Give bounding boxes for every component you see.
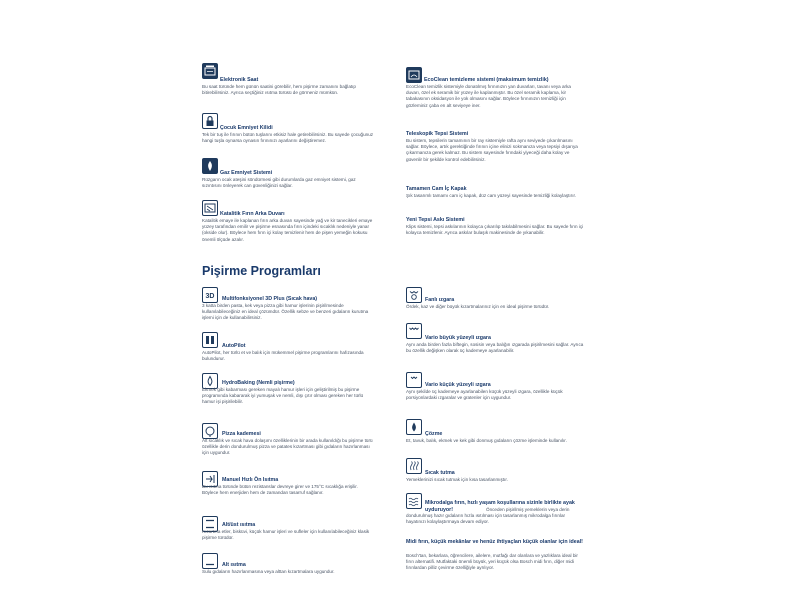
program-title: Mikrodalga fırın, hızlı yaşam koşullarına sizinle birlikte ayak uyduruyor! [425, 500, 575, 513]
lock-icon [202, 113, 218, 129]
keep-warm-icon [406, 458, 422, 474]
feature-desc: Şık tasarımlı tamamı cam iç kapak, düz cam yüzeyi sayesinde temizliği kolaylaştırır. [406, 193, 577, 198]
program-desc: Yemeklerinizi sıcak tutmak için kısa tasarlanmıştır. [406, 477, 508, 482]
feature-title: Yeni Tepsi Askı Sistemi [406, 217, 465, 223]
feature-desc: Katalitik emaye ile kaplanan fırın arka duvarı sayesinde yağ ve kir tanecikleri emaye yüzey tarafından emilir ve pişirme esnasında fırın içindeki sıcaklık nedeniyle yanar (okside olur). Böylece hem fırın içi kolay temizlenir hem de pişen yemeğin kokusu önemli ölçüde azalır. [202, 218, 373, 242]
feature-desc: EcoClean temizlik sistemiyle donatılmış fırınınızın yan duvarları, tavanı veya arka duvarı, özel ek seramik bir yüzey ile kaplanmıştır. Bu özel seramik kaplama, kir tabakasının oksidasyon ile yok olmasını sağlar. Böylece fırınınızın temizliği için gözleminiz çaba en alt seviyeye iner. [406, 84, 571, 108]
program-desc: Önceden pişirilmiş yemeklerin veya derin dondurulmuş hazır gıdaların hızla ısıtılması için tasarlanmış mikrodalga fırınlar hayatınızı kolaylaştırmaya devam ediyor. [406, 507, 570, 525]
program-desc: Ördek, kaz ve diğer büyük kızartmalarınız için en ideal pişirme türüdür. [406, 304, 550, 309]
feature-desc: Bu saat türünde hem günün saatini görebilir, hem pişirme zamanını bağlatıp bitirebilirsiniz. Ayrıca seçtiğiniz ısıtma türüsü de görmeniz mümkün. [202, 84, 356, 96]
program-desc: Ekmek gibi kabarması gereken mayalı hamur işleri için geliştirilmiş bu pişirme programında kabararak iyi yumuşak ve nemli, dışı çıtır olması gereken her türlü hamur işi pişirilebilir. [202, 387, 364, 405]
program-desc: Aynı anda birden fazla biftegin, sosisin veya balığın ızgarada pişirilmesini sağlar. Ayrıca bu özellik değişken olarak üç kademeye ayarlanabilir. [406, 342, 584, 354]
feature-title: Katalitik Fırın Arka Duvarı [220, 211, 285, 217]
program-title: Çözme [425, 431, 443, 437]
section-title: Pişirme Programları [202, 264, 321, 278]
program-title: Pizza kademesi [222, 431, 261, 437]
feature-title: Tamamen Cam İç Kapak [406, 186, 467, 192]
program-title: Alt/üst ısıtma [222, 522, 256, 528]
3d-icon [202, 287, 218, 303]
feature-desc: Klips sistemi, tepsi askılarının kolayca çıkarılıp takılabilmesini sağlar. Bu sayede fırın içi kolayca temizlenir. Ayrıca askılar bulaşık makinesinde de yıkanabilir. [406, 224, 584, 236]
feature-desc: Rüzgarın ocak ateşini söndürmesi gibi durumlarda gaz emniyet sistemi, gaz sızıntısını önleyerek can güvenliğinizi sağlar. [202, 177, 356, 189]
program-desc: Et, tavuk, balık, ekmek ve kek gibi donmuş gıdaların çözme işleminde kullanılır. [406, 438, 567, 443]
program-desc: Sulu gıdaların hazırlanmasına veya alttan kızartmalara uygundur. [202, 569, 335, 574]
defrost-icon [406, 419, 422, 435]
program-title: Sıcak tutma [425, 470, 455, 476]
feature-title: EcoClean temizleme sistemi (maksimum temizlik) [424, 77, 549, 83]
program-title: Alt ısıtma [222, 562, 246, 568]
feature-title: Elektronik Saat [220, 77, 259, 83]
catalytic-icon [202, 200, 218, 216]
program-desc: Bu ısıtma türünde bütün rezistanslar devreye girer ve 175°C sıcaklığa erişilir. Böylece hem enerjiden hem de zamandan tasarruf sağlanır. [202, 484, 358, 496]
program-title: Midi fırın, küçük mekânlar ve henüz ihtiyaçları küçük olanlar için ideal! [406, 539, 583, 545]
program-title: Vario küçük yüzeyli ızgara [425, 382, 491, 388]
program-title: Vario büyük yüzeyli ızgara [425, 335, 491, 341]
large-grill-icon [406, 323, 422, 339]
ecoclean-icon [406, 67, 422, 83]
program-desc: Kızartma etler, bisküvi, küçük hamur işleri ve sufleler için kullanılabileceğiniz klasik pişirme türüdür. [202, 529, 370, 541]
feature-desc: Bu sistem, tepsilerin tamamının bir ray sistemiyle rafta aynı seviyede çıkarılmasını sağlar. Böylece, artık gerektiğinde fırının içine elinizi sokmanıza veya tepsiyi dışarıya çıkarmanıza gerek kalmaz. Bu sistem sayesinde fırındaki yiyeceği daha kolay ve güvenlir bir şekilde kontrol edebilirsiniz. [406, 138, 578, 162]
timer-icon [202, 63, 218, 79]
feature-title: Teleskopik Tepsi Sistemi [406, 131, 469, 137]
bottom-heat-icon [202, 553, 218, 569]
feature-title: Gaz Emniyet Sistemi [220, 170, 273, 176]
program-title: Multifonksiyonel 3D Plus (Sıcak hava) [222, 296, 318, 302]
autopilot-icon [202, 332, 218, 348]
feature-title: Çocuk Emniyet Kilidi [220, 125, 273, 131]
program-desc: Bosch'tan, bekarlara, öğrencilere, ailelere, mutfağı dar olanlara ve yazlıklara ideal bir fırın alternatifi. Mutfaktaki önemli büyük, yeri küçük olsa Bosch midi fırın, diğer midi fırınlardan pilliz çevirme özelliğiyle ayrılıyor. [406, 553, 578, 571]
program-title: Manuel Hızlı Ön Isıtma [222, 477, 279, 483]
program-title: AutoPilot [222, 343, 246, 349]
fan-grill-icon [406, 287, 422, 303]
program-title: HydroBaking (Nemli pişirme) [222, 380, 295, 386]
program-desc: Alt sıcaklık ve sıcak hava dolaşımı özelliklerinin bir arada kullanıldığı bu pişirme türü özellikle derin dondurulmuş pizza ve patates kızartması gibi gıdaların hazırlanması için uygundur. [202, 438, 373, 456]
program-desc: 3 katta birden pasta, kek veya pizza gibi hamur işlerinin pişirilmesinde kullanılabileceğiniz en ideal çözümdür. Özellik sebze ve benzeri gıdaların kurutma işlemi için de kullanabilirsiniz. [202, 303, 369, 321]
feature-desc: Tek bir tuş ile fırının bütün tuşlarını etkisiz hale getirebilirsiniz. Bu sayede çocuğunuz hangi tuşla oynarsa oynasın fırınınızı ayarlarını değiştiremez. [202, 132, 374, 144]
gas-safety-icon [202, 158, 218, 174]
program-title: Fanlı ızgara [425, 297, 455, 303]
svg-text:3D: 3D [205, 293, 215, 300]
small-grill-icon [406, 372, 422, 388]
program-desc: Aynı şekilde üç kademeye ayarlanabilen küçük yüzeyli ızgara, özellikle küçük porsiyonlardaki ızgaralar ve gratenler için uygundur. [406, 389, 563, 401]
pizza-icon [202, 423, 218, 439]
program-desc: AutoPilot, her türlü et ve balık için mükemmel pişirme programlarını hafızasında bulundurur. [202, 350, 364, 362]
